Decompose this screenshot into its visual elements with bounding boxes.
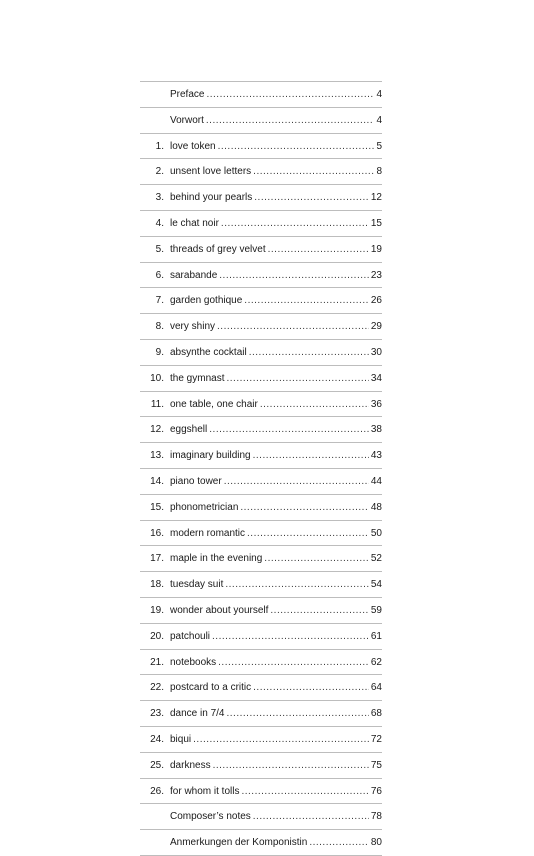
toc-number: 23. [150,708,164,720]
toc-number: 2. [155,166,164,178]
toc-page-number: 61 [370,630,382,642]
toc-page-number: 76 [370,785,382,797]
toc-page-number: 38 [370,424,382,436]
toc-number: 24. [150,733,164,745]
toc-title: for whom it tolls [170,785,240,797]
toc-title: threads of grey velvet [170,243,266,255]
toc-row [140,159,382,185]
toc-number: 20. [150,630,164,642]
toc-title: behind your pearls [170,192,253,204]
toc-page-number: 43 [370,450,382,462]
toc-title: love token [170,140,216,152]
toc-title: biqui [170,733,192,745]
toc-title: notebooks [170,656,217,668]
toc-title: tuesday suit [170,579,224,591]
dot-leader [254,185,369,211]
toc-title: darkness [170,759,211,771]
dot-leader [253,159,374,185]
toc-row [140,340,382,366]
toc-row [140,443,382,469]
toc-page-number: 78 [370,811,382,823]
toc-page-number: 50 [370,527,382,539]
toc-number: 17. [150,553,164,565]
toc-number: 10. [150,372,164,384]
toc-number: 26. [150,785,164,797]
dot-leader [224,469,369,495]
toc-title: piano tower [170,475,222,487]
toc-page-number: 15 [370,217,382,229]
dot-leader [240,495,369,521]
toc-page-number: 72 [370,733,382,745]
toc-row [140,211,382,237]
toc-page-number: 4 [376,114,382,126]
toc-title: sarabande [170,269,218,281]
toc-title: Anmerkungen der Komponistin [170,837,308,849]
toc-title: the gymnast [170,372,225,384]
dot-leader [253,675,369,701]
toc-row [140,830,382,856]
dot-leader [270,598,368,624]
dot-leader [227,701,369,727]
dot-leader [249,340,369,366]
dot-leader [193,727,369,753]
toc-row [140,108,382,134]
toc-title: modern romantic [170,527,246,539]
toc-number: 6. [155,269,164,281]
toc-page-number: 54 [370,579,382,591]
toc-row [140,417,382,443]
toc-row [140,753,382,779]
dot-leader [253,443,369,469]
dot-leader [206,82,374,108]
toc-title: patchouli [170,630,211,642]
toc-row [140,82,382,108]
toc-row [140,314,382,340]
toc-number: 16. [150,527,164,539]
toc-row [140,650,382,676]
dot-leader [241,779,368,805]
dot-leader [226,366,368,392]
toc-number: 14. [150,475,164,487]
dot-leader [217,314,369,340]
dot-leader [268,237,369,263]
dot-leader [213,753,369,779]
toc-page-number: 5 [376,140,382,152]
dot-leader [212,624,369,650]
toc-number: 15. [150,501,164,513]
toc-title: unsent love letters [170,166,252,178]
toc-page-number: 12 [370,192,382,204]
toc-title: very shiny [170,321,216,333]
toc-row [140,675,382,701]
dot-leader [253,804,369,830]
toc-row [140,288,382,314]
toc-number: 22. [150,682,164,694]
dot-leader [225,572,369,598]
toc-title: one table, one chair [170,398,258,410]
toc-row [140,495,382,521]
toc-title: Composer’s notes [170,811,251,823]
toc-page-number: 36 [370,398,382,410]
toc-number: 18. [150,579,164,591]
toc-page-number: 80 [370,837,382,849]
toc-title: garden gothique [170,295,243,307]
toc-row [140,572,382,598]
toc-page-number: 52 [370,553,382,565]
toc-number: 8. [155,321,164,333]
toc-title: dance in 7/4 [170,708,225,720]
toc-row [140,392,382,418]
dot-leader [219,263,369,289]
toc-title: absynthe cocktail [170,346,247,358]
toc-title: imaginary building [170,450,251,462]
toc-row [140,804,382,830]
toc-number: 19. [150,604,164,616]
toc-page-number: 48 [370,501,382,513]
toc-row [140,521,382,547]
toc-page-number: 34 [370,372,382,384]
toc-number: 7. [155,295,164,307]
toc-page-number: 75 [370,759,382,771]
toc-row [140,185,382,211]
dot-leader [260,392,369,418]
toc-title: postcard to a critic [170,682,252,694]
table-of-contents [140,81,382,856]
toc-title: wonder about yourself [170,604,269,616]
toc-number: 1. [155,140,164,152]
toc-number: 4. [155,217,164,229]
toc-row [140,366,382,392]
toc-page-number: 30 [370,346,382,358]
toc-number: 11. [150,398,164,410]
toc-row [140,469,382,495]
toc-title: le chat noir [170,217,219,229]
toc-number: 5. [155,243,164,255]
toc-row [140,701,382,727]
toc-page-number: 4 [376,89,382,100]
toc-number: 9. [155,346,164,358]
toc-page-number: 68 [370,708,382,720]
dot-leader [209,417,369,443]
toc-page-number: 19 [370,243,382,255]
toc-page-number: 62 [370,656,382,668]
toc-row [140,598,382,624]
toc-title: eggshell [170,424,208,436]
toc-row [140,134,382,160]
toc-number: 13. [150,450,164,462]
dot-leader [244,288,369,314]
toc-page-number: 59 [370,604,382,616]
toc-page-number: 29 [370,321,382,333]
toc-row [140,237,382,263]
toc-number: 21. [150,656,164,668]
toc-page-number: 26 [370,295,382,307]
toc-title: maple in the evening [170,553,263,565]
toc-number: 3. [155,192,164,204]
dot-leader [264,546,369,572]
toc-page-number: 44 [370,475,382,487]
toc-page-number: 64 [370,682,382,694]
toc-row [140,727,382,753]
toc-row [140,779,382,805]
toc-page-number: 23 [370,269,382,281]
toc-title: Vorwort [170,114,204,126]
toc-title: phonometrician [170,501,239,513]
toc-number: 25. [150,759,164,771]
toc-row [140,546,382,572]
toc-row [140,263,382,289]
toc-title: Preface [170,89,205,100]
toc-page-number: 8 [376,166,382,178]
dot-leader [221,211,369,237]
dot-leader [247,521,369,547]
dot-leader [218,134,375,160]
dot-leader [218,650,369,676]
dot-leader [206,108,375,134]
toc-row [140,624,382,650]
toc-number: 12. [150,424,164,436]
dot-leader [309,830,369,856]
